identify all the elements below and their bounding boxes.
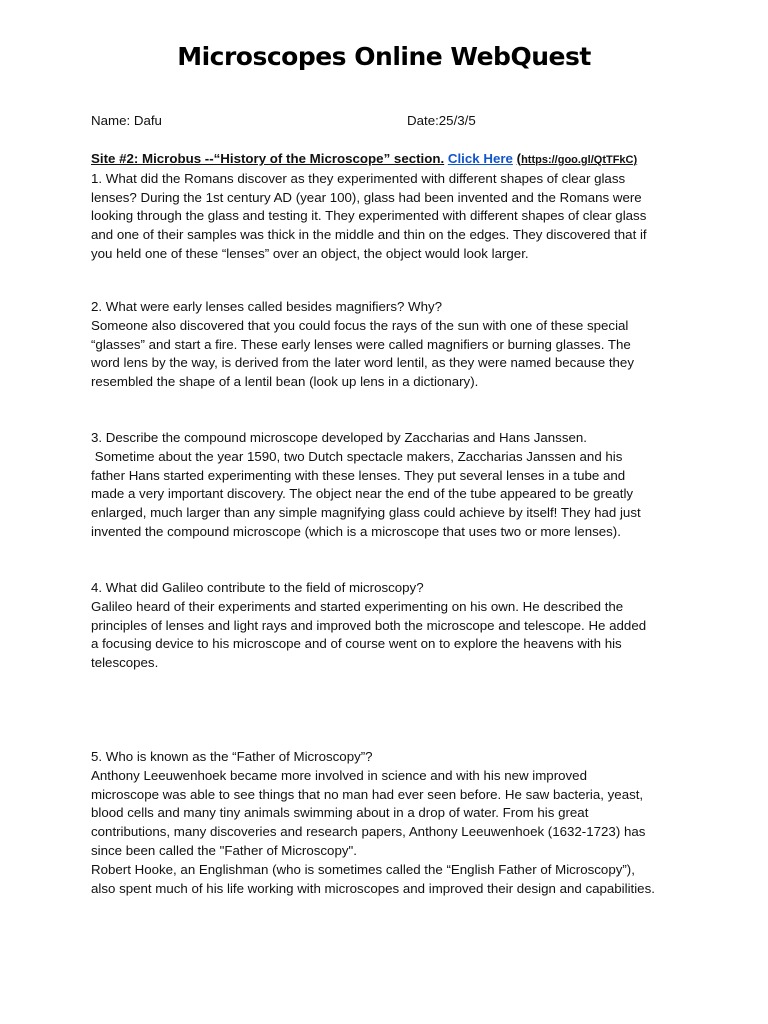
q5-answer-line: microscope was able to see things that no man had ever seen before. He saw bacteria, yeast, — [91, 786, 644, 802]
q4-section — [91, 579, 691, 673]
q5-answer-line: Anthony Leeuwenhoek became more involved in science and with his new improved — [91, 767, 587, 783]
q3-answer-line: made a very important discovery. The object near the end of the tube appeared to be greatly — [91, 486, 634, 502]
student-name: Name: Dafu — [91, 113, 162, 128]
site-heading: Site #2: Microbus --“History of the Microscope” section. — [91, 151, 445, 166]
page-title: Microscopes Online WebQuest — [177, 42, 591, 71]
q3-section — [91, 429, 691, 542]
q3-answer-line: enlarged, much larger than any simple magnifying glass could achieve by itself! They had just — [91, 505, 641, 521]
q2-section — [91, 298, 691, 392]
q3-answer-line: Sometime about the year 1590, two Dutch spectacle makers, Zaccharias Janssen and his — [91, 448, 623, 464]
site-heading-line — [91, 150, 691, 170]
q2-answer-line: resembled the shape of a lentil bean (look up lens in a dictionary). — [91, 374, 479, 390]
q2-answer-line: “glasses” and start a fire. These early lenses were called magnifiers or burning glasses. The — [91, 336, 631, 352]
q4-question: 4. What did Galileo contribute to the field of microscopy? — [91, 580, 424, 595]
q3-question: 3. Describe the compound microscope developed by Zaccharias and Hans Janssen. — [91, 430, 587, 445]
q5-answer-line: since been called the "Father of Microscopy". — [91, 842, 357, 858]
q5-section — [91, 748, 691, 898]
click-here-link[interactable]: Click Here — [447, 151, 513, 166]
open-paren: ( — [516, 151, 522, 166]
site-section — [91, 150, 691, 264]
q3-answer-line: invented the compound microscope (which is a microscope that uses two or more lenses). — [91, 523, 621, 539]
q1-answer-line: you held one of these “lenses” over an object, the object would look larger. — [91, 245, 529, 261]
q2-question: 2. What were early lenses called besides magnifiers? Why? — [91, 299, 443, 314]
q1-answer-line: looking through the glass and testing it. They experimented with different shapes of clear glass — [91, 208, 647, 224]
q1-answer-line: and one of their samples was thick in the middle and thin on the edges. They discovered that if — [91, 227, 647, 243]
q1-answer-line: lenses? During the 1st century AD (year 100), glass had been invented and the Romans were — [91, 189, 642, 205]
q5-question: 5. Who is known as the “Father of Microscopy”? — [91, 749, 373, 764]
q5-answer-line: Robert Hooke, an Englishman (who is sometimes called the “English Father of Microscopy”), — [91, 861, 635, 877]
date-field: Date:25/3/5 — [407, 113, 476, 128]
q4-answer-line: a focusing device to his microscope and of course went on to explore the heavens with his — [91, 636, 622, 652]
q2-answer-line: Someone also discovered that you could focus the rays of the sun with one of these special — [91, 317, 629, 333]
q4-answer-line: Galileo heard of their experiments and started experimenting on his own. He described the — [91, 598, 624, 614]
q5-answer-line: blood cells and many tiny animals swimming about in a drop of water. From his great — [91, 805, 589, 821]
q2-answer-line: word lens by the way, is derived from the later word lentil, as they were named because they — [91, 355, 634, 371]
q4-answer-line: telescopes. — [91, 655, 159, 671]
q5-answer-line: contributions, many discoveries and research papers, Anthony Leeuwenhoek (1632-1723) has — [91, 824, 646, 840]
q5-answer-line: also spent much of his life working with microscopes and improved their design and capabilities. — [91, 880, 655, 896]
q4-answer-line: principles of lenses and light rays and improved both the microscope and telescope. He added — [91, 617, 647, 633]
q3-answer-line: father Hans started experimenting with these lenses. They put several lenses in a tube and — [91, 467, 626, 483]
q1-question: 1. What did the Romans discover as they experimented with different shapes of clear glass — [91, 170, 626, 186]
site-url[interactable]: https://goo.gl/QtTFkC) — [521, 154, 638, 166]
